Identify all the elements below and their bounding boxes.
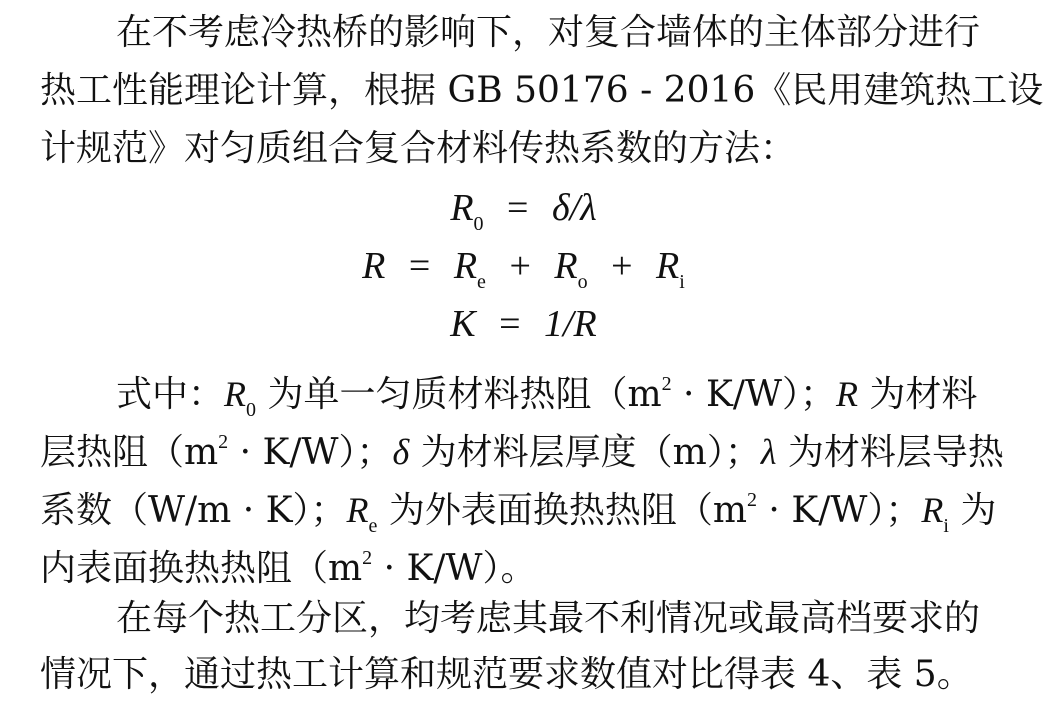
formula-r0-rhs: δ/λ bbox=[551, 187, 597, 229]
formula-r-term-o: R bbox=[554, 245, 578, 287]
formula-r-term-e: R bbox=[453, 245, 478, 287]
closing-line-1: 在每个热工分区，均考虑其最不利情况或最高档要求的 bbox=[116, 598, 981, 639]
legend-r-desc: 为材料 bbox=[857, 374, 978, 415]
formula-r0-eq: = bbox=[507, 187, 529, 229]
legend-r0-sub: 0 bbox=[246, 399, 257, 421]
legend-ri-unit-sup: 2 bbox=[362, 547, 373, 569]
legend-lambda-desc-cont: 系数（W/m · K）； bbox=[40, 490, 347, 531]
closing-line-2: 情况下，通过热工计算和规范要求数值对比得表 4、表 5。 bbox=[40, 654, 973, 695]
legend-r-unit-rest: · K/W）； bbox=[228, 432, 393, 473]
legend-r0-unit-rest: · K/W）； bbox=[671, 374, 836, 415]
legend-r0-desc: 为单一匀质材料热阻（m bbox=[256, 374, 662, 415]
formula-k-eq: = bbox=[499, 303, 521, 345]
legend-prefix: 式中： bbox=[116, 374, 225, 415]
formula-r-plus-1: + bbox=[509, 245, 531, 287]
legend-lambda-symbol: λ bbox=[760, 432, 777, 472]
formula-r0-lhs: R bbox=[450, 187, 474, 229]
formula-r-term-i-sub: i bbox=[679, 271, 685, 293]
legend-re-unit-rest: · K/W）； bbox=[756, 490, 922, 531]
formula-k-lhs: K bbox=[450, 303, 476, 345]
formula-r-lhs: R bbox=[362, 245, 386, 287]
legend-re-unit-sup: 2 bbox=[746, 489, 757, 511]
intro-line-3: 计规范》对匀质组合复合材料传热系数的方法： bbox=[40, 128, 797, 169]
legend-ri-desc-cont: 内表面换热热阻（m bbox=[40, 548, 363, 589]
formula-r-term-e-sub: e bbox=[477, 271, 486, 293]
formula-r-plus-2: + bbox=[611, 245, 633, 287]
legend-ri-symbol: R bbox=[921, 490, 944, 530]
legend-ri-desc: 为 bbox=[948, 490, 997, 531]
legend-delta-desc: 为材料层厚度（m）； bbox=[409, 432, 761, 473]
formula-r0-lhs-sub: 0 bbox=[473, 213, 484, 235]
legend-re-symbol: R bbox=[346, 490, 369, 530]
legend-lambda-desc: 为材料层导热 bbox=[776, 432, 1004, 473]
formula-r-eq: = bbox=[408, 245, 431, 287]
legend-ri-sub: i bbox=[943, 515, 949, 537]
legend-r0-unit-sup: 2 bbox=[661, 373, 672, 395]
legend-re-desc: 为外表面换热热阻（m bbox=[377, 490, 747, 531]
legend-r-unit-sup: 2 bbox=[218, 431, 229, 453]
legend-r0-symbol: R bbox=[224, 374, 247, 414]
legend-line-2 bbox=[40, 414, 1004, 481]
formula-r-term-i: R bbox=[656, 245, 680, 287]
formula-k-rhs: 1/R bbox=[544, 303, 597, 345]
legend-re-sub: e bbox=[368, 515, 378, 537]
legend-line-4 bbox=[40, 530, 537, 597]
formula-k bbox=[0, 296, 1047, 353]
formula-r-term-o-sub: o bbox=[577, 271, 588, 293]
intro-line-1: 在不考虑冷热桥的影响下，对复合墙体的主体部分进行 bbox=[116, 12, 981, 53]
intro-line-2: 热工性能理论计算，根据 GB 50176 - 2016《民用建筑热工设 bbox=[40, 70, 1044, 111]
legend-r-desc-cont: 层热阻（m bbox=[40, 432, 219, 473]
legend-delta-symbol: δ bbox=[392, 432, 410, 472]
legend-r-symbol: R bbox=[835, 374, 858, 414]
legend-ri-unit-rest: · K/W）。 bbox=[372, 548, 537, 589]
